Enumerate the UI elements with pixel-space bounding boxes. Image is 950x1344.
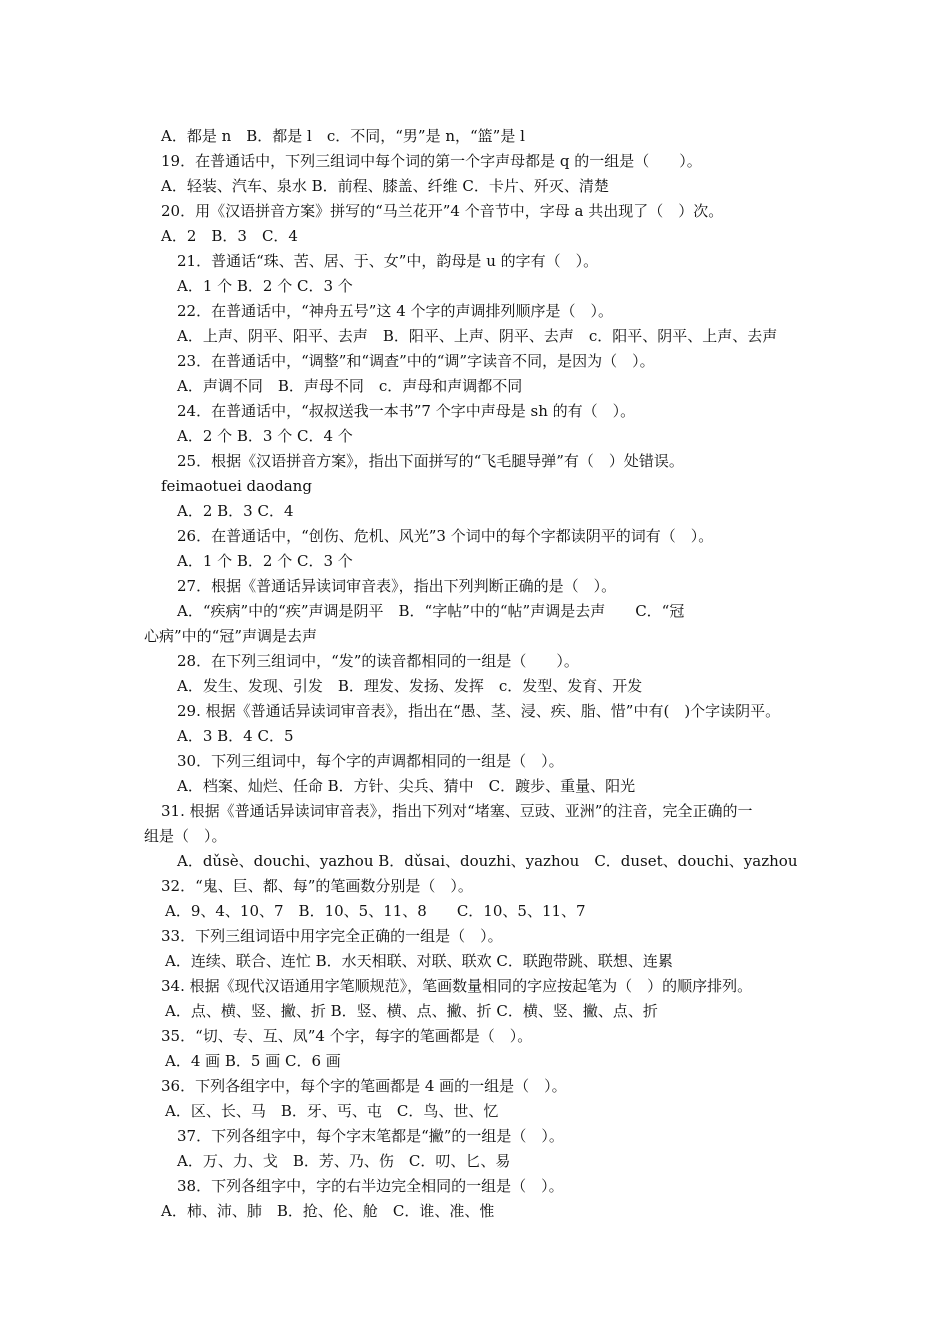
options-30: A．档案、灿烂、任命 B．方针、尖兵、猜中 C．踱步、重量、阳光	[177, 777, 636, 795]
question-34: 34. 根据《现代汉语通用字笔顺规范》，笔画数量相同的字应按起笔为（ ）的顺序排列。	[161, 977, 753, 995]
question-30: 30．下列三组词中，每个字的声调都相同的一组是（ ）。	[177, 752, 564, 770]
text-line: A．都是 n B．都是 l c．不同，“男”是 n，“篮”是 l	[161, 127, 525, 145]
options-20: A．2 B．3 C．4	[161, 227, 298, 245]
question-22: 22．在普通话中，“神舟五号”这 4 个字的声调排列顺序是（ ）。	[177, 302, 614, 320]
question-25: 25．根据《汉语拼音方案》，指出下面拼写的“飞毛腿导弹”有（ ）处错误。	[177, 452, 684, 470]
question-28: 28．在下列三组词中，“发”的读音都相同的一组是（ ）。	[177, 652, 579, 670]
options-37: A．万、力、戈 B．芳、乃、伤 C．叨、匕、易	[177, 1152, 511, 1170]
options-22: A．上声、阴平、阳平、去声 B．阳平、上声、阴平、去声 c．阳平、阴平、上声、去声	[177, 327, 778, 345]
options-19: A．轻装、汽车、泉水 B．前程、膝盖、纤维 C．卡片、歼灭、清楚	[161, 177, 609, 195]
options-27-cont: 心病”中的“冠”声调是去声	[144, 627, 318, 645]
question-26: 26．在普通话中，“创伤、危机、风光”3 个词中的每个字都读阴平的词有（ ）。	[177, 527, 714, 545]
pinyin-sample: feimaotuei daodang	[161, 477, 312, 495]
question-37: 37．下列各组字中，每个字末笔都是“撇”的一组是（ ）。	[177, 1127, 564, 1145]
question-27: 27．根据《普通话异读词审音表》，指出下列判断正确的是（ ）。	[177, 577, 617, 595]
question-31: 31. 根据《普通话异读词审音表》，指出下列对“堵塞、豆豉、亚洲”的注音，完全正确的一	[161, 802, 753, 820]
question-29: 29. 根据《普通话异读词审音表》，指出在“愚、茎、浸、疾、脂、惜”中有( )个字读阴平。	[177, 702, 781, 720]
options-35: A．4 画 B．5 画 C．6 画	[165, 1052, 341, 1070]
options-21: A．1 个 B．2 个 C．3 个	[177, 277, 353, 295]
options-32: A．9、4、10、7 B．10、5、11、8 C．10、5、11、7	[165, 902, 586, 920]
options-38: A．柿、沛、肺 B．抢、伦、舱 C．谁、准、惟	[161, 1202, 495, 1220]
question-31-cont: 组是（ ）。	[144, 827, 227, 845]
question-20: 20．用《汉语拼音方案》拼写的“马兰花开”4 个音节中，字母 a 共出现了（ ）次。	[161, 202, 724, 220]
options-31: A．dǔsè、douchi、yazhou B．dǔsai、douzhi、yazhou C．duset、douchi、yazhou	[177, 852, 798, 870]
options-27: A．“疾病”中的“疾”声调是阴平 B．“字帖”中的“帖”声调是去声 C．“冠	[177, 602, 685, 620]
question-33: 33．下列三组词语中用字完全正确的一组是（ ）。	[161, 927, 503, 945]
question-19: 19．在普通话中，下列三组词中每个词的第一个字声母都是 q 的一组是（ ）。	[161, 152, 702, 170]
question-36: 36．下列各组字中，每个字的笔画都是 4 画的一组是（ ）。	[161, 1077, 567, 1095]
options-23: A．声调不同 B．声母不同 c．声母和声调都不同	[177, 377, 523, 395]
options-34: A．点、横、竖、撇、折 B．竖、横、点、撇、折 C．横、竖、撇、点、折	[165, 1002, 658, 1020]
question-38: 38．下列各组字中，字的右半边完全相同的一组是（ ）。	[177, 1177, 564, 1195]
question-21: 21．普通话“珠、苦、居、于、女”中，韵母是 u 的字有（ ）。	[177, 252, 599, 270]
options-36: A．区、长、马 B．牙、丐、屯 C．鸟、世、忆	[165, 1102, 499, 1120]
question-24: 24．在普通话中，“叔叔送我一本书”7 个字中声母是 sh 的有（ ）。	[177, 402, 636, 420]
options-25: A．2 B．3 C．4	[177, 502, 294, 520]
options-29: A．3 B．4 C．5	[177, 727, 294, 745]
options-33: A．连续、联合、连忙 B．水天相联、对联、联欢 C．联跑带跳、联想、连累	[165, 952, 673, 970]
question-32: 32．“鬼、巨、都、每”的笔画数分别是（ ）。	[161, 877, 473, 895]
options-24: A．2 个 B．3 个 C．4 个	[177, 427, 353, 445]
question-35: 35．“切、专、互、凤”4 个字，每字的笔画都是（ ）。	[161, 1027, 533, 1045]
options-26: A．1 个 B．2 个 C．3 个	[177, 552, 353, 570]
question-23: 23．在普通话中，“调整”和“调查”中的“调”字读音不同，是因为（ ）。	[177, 352, 655, 370]
options-28: A．发生、发现、引发 B．理发、发扬、发挥 c．发型、发育、开发	[177, 677, 643, 695]
